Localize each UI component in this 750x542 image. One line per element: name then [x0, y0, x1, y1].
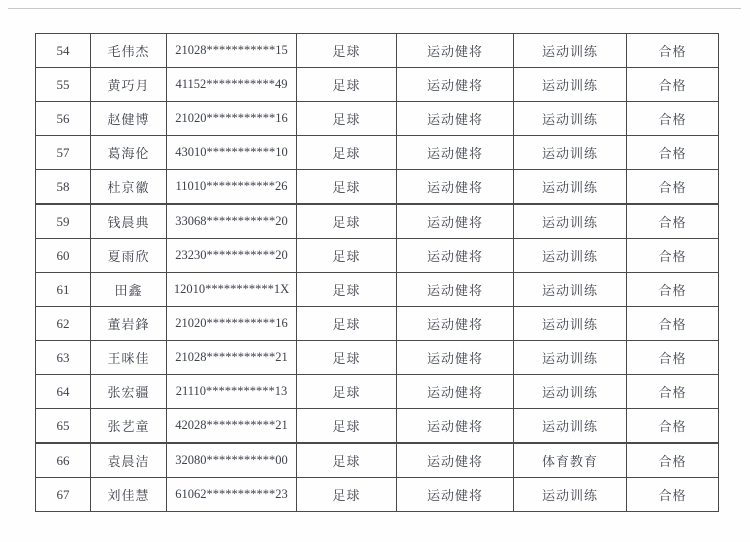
cell-result: 合格	[627, 478, 719, 512]
cell-major: 运动训练	[514, 307, 627, 341]
cell-name: 赵健博	[91, 102, 167, 136]
cell-major: 运动训练	[514, 478, 627, 512]
cell-level: 运动健将	[397, 443, 514, 478]
cell-sport: 足球	[297, 341, 397, 375]
cell-sport: 足球	[297, 409, 397, 444]
cell-index: 56	[36, 102, 91, 136]
cell-id-number: 21020***********16	[167, 307, 297, 341]
cell-index: 54	[36, 34, 91, 68]
table-row	[36, 102, 719, 136]
cell-major: 运动训练	[514, 204, 627, 239]
cell-id-number: 41152***********49	[167, 68, 297, 102]
cell-level: 运动健将	[397, 273, 514, 307]
cell-major: 运动训练	[514, 341, 627, 375]
table-row	[36, 375, 719, 409]
cell-index: 62	[36, 307, 91, 341]
cell-sport: 足球	[297, 204, 397, 239]
cell-sport: 足球	[297, 443, 397, 478]
cell-level: 运动健将	[397, 204, 514, 239]
cell-id-number: 43010***********10	[167, 136, 297, 170]
cell-level: 运动健将	[397, 239, 514, 273]
table-row	[36, 239, 719, 273]
cell-index: 58	[36, 170, 91, 205]
cell-index: 63	[36, 341, 91, 375]
table-row	[36, 170, 719, 205]
cell-name: 田鑫	[91, 273, 167, 307]
cell-name: 刘佳慧	[91, 478, 167, 512]
cell-level: 运动健将	[397, 375, 514, 409]
cell-index: 60	[36, 239, 91, 273]
cell-index: 66	[36, 443, 91, 478]
cell-level: 运动健将	[397, 307, 514, 341]
cell-level: 运动健将	[397, 170, 514, 205]
table-row	[36, 341, 719, 375]
cell-sport: 足球	[297, 102, 397, 136]
cell-index: 67	[36, 478, 91, 512]
cell-major: 运动训练	[514, 102, 627, 136]
cell-major: 运动训练	[514, 34, 627, 68]
cell-index: 59	[36, 204, 91, 239]
table-row	[36, 136, 719, 170]
cell-name: 袁晨洁	[91, 443, 167, 478]
cell-level: 运动健将	[397, 478, 514, 512]
cell-index: 61	[36, 273, 91, 307]
cell-major: 运动训练	[514, 239, 627, 273]
cell-id-number: 23230***********20	[167, 239, 297, 273]
cell-name: 黄巧月	[91, 68, 167, 102]
cell-sport: 足球	[297, 273, 397, 307]
cell-major: 运动训练	[514, 68, 627, 102]
cell-sport: 足球	[297, 68, 397, 102]
cell-sport: 足球	[297, 307, 397, 341]
cell-major: 运动训练	[514, 409, 627, 444]
cell-id-number: 33068***********20	[167, 204, 297, 239]
cell-id-number: 42028***********21	[167, 409, 297, 444]
cell-result: 合格	[627, 273, 719, 307]
cell-major: 体育教育	[514, 443, 627, 478]
cell-id-number: 12010***********1X	[167, 273, 297, 307]
cell-index: 57	[36, 136, 91, 170]
table-row	[36, 68, 719, 102]
cell-name: 张艺童	[91, 409, 167, 444]
cell-index: 65	[36, 409, 91, 444]
cell-result: 合格	[627, 102, 719, 136]
cell-level: 运动健将	[397, 341, 514, 375]
cell-result: 合格	[627, 204, 719, 239]
cell-major: 运动训练	[514, 170, 627, 205]
cell-name: 董岩鋒	[91, 307, 167, 341]
cell-name: 夏雨欣	[91, 239, 167, 273]
cell-name: 王咪佳	[91, 341, 167, 375]
cell-name: 毛伟杰	[91, 34, 167, 68]
table-row	[36, 204, 719, 239]
cell-result: 合格	[627, 341, 719, 375]
table-row	[36, 307, 719, 341]
cell-result: 合格	[627, 239, 719, 273]
cell-id-number: 21028***********21	[167, 341, 297, 375]
cell-level: 运动健将	[397, 34, 514, 68]
cell-result: 合格	[627, 375, 719, 409]
cell-result: 合格	[627, 443, 719, 478]
cell-name: 钱晨典	[91, 204, 167, 239]
cell-index: 64	[36, 375, 91, 409]
cell-sport: 足球	[297, 170, 397, 205]
cell-level: 运动健将	[397, 68, 514, 102]
table-row	[36, 443, 719, 478]
cell-name: 葛海伦	[91, 136, 167, 170]
cell-result: 合格	[627, 68, 719, 102]
table-row	[36, 273, 719, 307]
cell-result: 合格	[627, 170, 719, 205]
cell-name: 杜京徽	[91, 170, 167, 205]
cell-major: 运动训练	[514, 273, 627, 307]
cell-id-number: 21028***********15	[167, 34, 297, 68]
page-top-divider	[8, 8, 741, 9]
cell-result: 合格	[627, 307, 719, 341]
cell-result: 合格	[627, 409, 719, 444]
cell-sport: 足球	[297, 136, 397, 170]
cell-result: 合格	[627, 34, 719, 68]
cell-id-number: 32080***********00	[167, 443, 297, 478]
table-row	[36, 34, 719, 68]
cell-id-number: 61062***********23	[167, 478, 297, 512]
table-row	[36, 409, 719, 444]
table-row	[36, 478, 719, 512]
cell-major: 运动训练	[514, 375, 627, 409]
cell-result: 合格	[627, 136, 719, 170]
roster-table-body	[36, 34, 719, 512]
cell-sport: 足球	[297, 34, 397, 68]
cell-name: 张宏疆	[91, 375, 167, 409]
cell-level: 运动健将	[397, 136, 514, 170]
cell-level: 运动健将	[397, 102, 514, 136]
cell-id-number: 11010***********26	[167, 170, 297, 205]
cell-sport: 足球	[297, 375, 397, 409]
cell-id-number: 21020***********16	[167, 102, 297, 136]
athlete-roster-table	[35, 33, 719, 512]
cell-major: 运动训练	[514, 136, 627, 170]
cell-id-number: 21110***********13	[167, 375, 297, 409]
cell-level: 运动健将	[397, 409, 514, 444]
cell-sport: 足球	[297, 239, 397, 273]
cell-sport: 足球	[297, 478, 397, 512]
cell-index: 55	[36, 68, 91, 102]
